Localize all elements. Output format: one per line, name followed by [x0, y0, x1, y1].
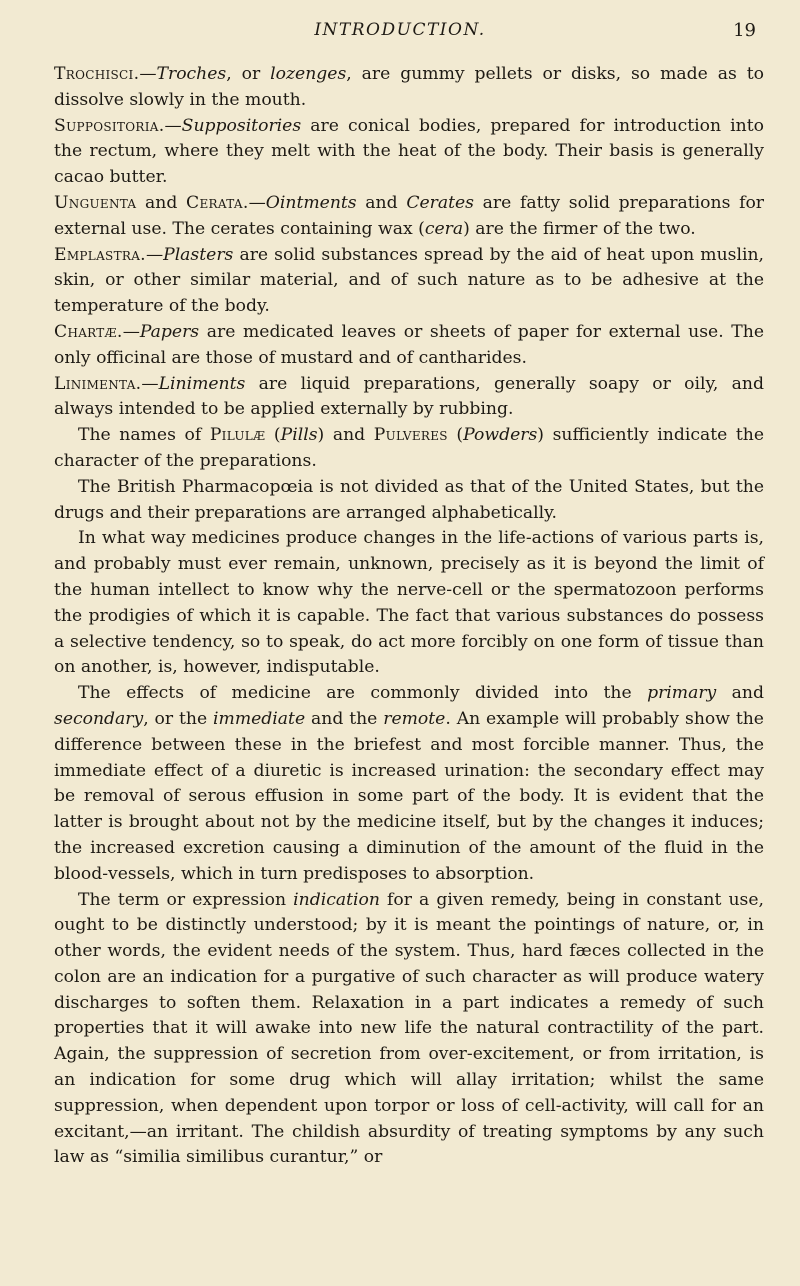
text-run: The British Pharmacopœia is not divided as that of the United States, but the drugs and their preparations are arranged alphabetically.: [54, 476, 764, 523]
term-heading: Emplastra.: [54, 244, 146, 265]
text-run: and: [716, 683, 764, 704]
italic-term: Ointments: [265, 192, 357, 213]
text-run: are liquid preparations, generally soapy or oily, and always intended to be applied externally by rubbing.: [54, 373, 764, 420]
italic-term: cera: [424, 218, 464, 239]
italic-term: Troches: [156, 64, 227, 84]
text-run: , or: [226, 64, 271, 84]
text-run: and the: [305, 708, 384, 729]
term-heading: Trochisci.: [54, 64, 140, 84]
text-run: are fatty solid preparations for external use. The cerates containing wax (: [54, 192, 765, 239]
italic-term: Powders: [463, 425, 538, 446]
page-number: 19: [733, 20, 756, 41]
term-heading: Linimenta.: [54, 373, 142, 394]
text-run: The names of: [78, 425, 210, 446]
paragraph: [54, 681, 764, 887]
paragraph: [54, 62, 764, 114]
text-run: , are gummy pellets or disks, so made as to dissolve slowly in the mouth.: [54, 64, 764, 110]
text-run: ) are the firmer of the two.: [463, 218, 696, 239]
text-run: are conical bodies, prepared for introduction into the rectum, where they melt with the heat of the body. Their basis is generally cacao butter.: [54, 115, 764, 188]
italic-term: primary: [647, 683, 717, 704]
term-heading: Pulveres: [373, 425, 448, 446]
term-heading: Suppositoria.: [54, 115, 165, 136]
italic-term: Plasters: [163, 244, 234, 265]
text-run: (: [265, 425, 281, 446]
italic-term: Pills: [280, 425, 318, 446]
paragraph: [54, 475, 764, 527]
term-heading: Cerata.: [186, 192, 249, 213]
text-run: —: [248, 192, 266, 213]
text-run: —: [141, 373, 159, 394]
paragraph: [54, 320, 764, 372]
paragraph: [54, 888, 764, 1172]
running-title: INTRODUCTION.: [314, 20, 486, 40]
italic-term: Papers: [139, 321, 200, 342]
italic-term: Suppositories: [181, 115, 302, 136]
term-heading: Pilulæ: [209, 425, 266, 446]
text-run: —: [145, 244, 164, 265]
text-run: are solid substances spread by the aid of heat upon muslin, skin, or other similar material, and of such nature as to be adhesive at the temperature of the body.: [54, 244, 764, 317]
text-run: In what way medicines produce changes in the life-actions of various parts is, and probably must ever remain, unknown, precisely as it is beyond the limit of the human intellect to know why the nerve-cell or the spermatozoon performs the prodigies of which it is capable. The fact that various substances do possess a selective tendency, so to speak, do act more forcibly on one form of tissue than on another, is, however, indisputable.: [54, 528, 764, 678]
text-run: (: [447, 425, 464, 446]
paragraph: [54, 114, 764, 191]
italic-term: Cerates: [406, 192, 474, 213]
italic-term: Liniments: [158, 373, 246, 394]
text-run: and: [356, 192, 407, 213]
text-run: The term or expression: [78, 889, 294, 910]
paragraph: [54, 526, 764, 681]
paragraph: [54, 243, 764, 320]
text-run: —: [139, 64, 157, 84]
text-run: The effects of medicine are commonly divided into the: [78, 683, 648, 704]
text-run: —: [164, 115, 182, 136]
term-heading: Unguenta: [54, 192, 137, 213]
italic-term: indication: [293, 889, 380, 910]
term-heading: Chartæ.: [54, 321, 123, 342]
text-run: ) and: [317, 425, 374, 446]
text-run: for a given remedy, being in constant use, ought to be distinctly understood; by it is meant the pointings of nature, or, in other words, the evident needs of the system. Thus, hard fæces collected in the colon are an indication for a purgative of such character as will produce watery discharges to soften them. Relaxation in a part indicates a remedy of such properties that it will awake into new life the natural contractility of the part. Again, the suppression of secretion from over-excitement, or from irritation, is an indication for some drug which will allay irritation; whilst the same suppression, when dependent upon torpor or loss of cell-activity, will call for an excitant,—an irritant. The childish absurdity of treating symptoms by any such law as “similia similibus curantur,” or: [54, 889, 764, 1168]
italic-term: remote: [383, 708, 446, 729]
text-run: . An example will probably show the difference between these in the briefest and most forcible manner. Thus, the immediate effect of a diuretic is increased urination: the secondary effect may be removal of serous effusion in some part of the body. It is evident that the latter is brought about not by the medicine itself, but by the changes it induces; the increased excretion causing a diminution of the amount of the fluid in the blood-vessels, which in turn predisposes to absorption.: [54, 708, 764, 884]
text-run: are medicated leaves or sheets of paper for external use. The only officinal are those of mustard and of cantharides.: [54, 321, 764, 368]
text-run: and: [136, 192, 187, 213]
paragraph: [54, 372, 764, 424]
text-run: , or the: [143, 708, 214, 729]
text-run: —: [122, 321, 140, 342]
italic-term: secondary: [54, 708, 144, 729]
italic-term: immediate: [213, 708, 306, 729]
page-header: [0, 20, 800, 44]
text-run: ) sufficiently indicate the character of the preparations.: [54, 425, 765, 471]
paragraph: [54, 191, 764, 243]
paragraph: [54, 423, 764, 475]
italic-term: lozenges: [270, 64, 347, 84]
page-body: [54, 62, 764, 1171]
